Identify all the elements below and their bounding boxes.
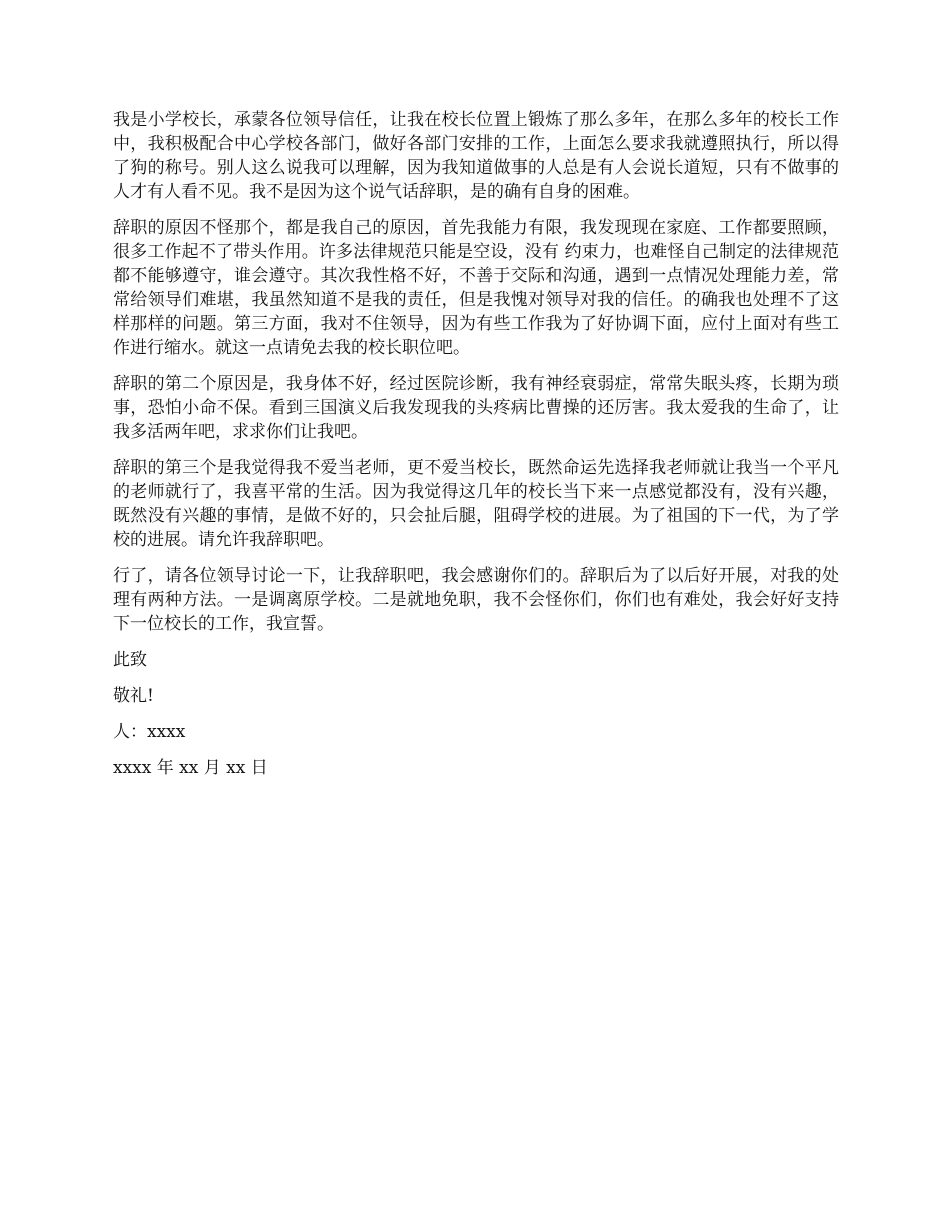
body-paragraph-5: 行了，请各位领导讨论一下，让我辞职吧，我会感谢你们的。辞职后为了以后好开展，对我的处理有两种方法。一是调离原学校。二是就地免职，我不会怪你们，你们也有难处，我会好好支持下一位校长的工作，我宣誓。: [113, 566, 839, 634]
body-paragraph-4: 辞职的第三个是我觉得我不爱当老师，更不爱当校长，既然命运先选择我老师就让我当一个平凡的老师就行了，我喜平常的生活。因为我觉得这几年的校长当下来一点感觉都没有，没有兴趣，既然没有兴趣的事情，是做不好的，只会扯后腿，阻碍学校的进展。为了祖国的下一代，为了学校的进展。请允许我辞职吧。: [113, 458, 839, 550]
signature-line: 人：xxxx: [113, 722, 186, 742]
salute-line: 敬礼!: [113, 686, 154, 706]
body-paragraph-2: 辞职的原因不怪那个，都是我自己的原因，首先我能力有限，我发现现在家庭、工作都要照顾，很多工作起不了带头作用。许多法律规范只能是空设，没有 约束力，也难怪自己制定的法律规范都不能够遵守，谁会遵守。其次我性格不好，不善于交际和沟通，遇到一点情况处理能力差，常常给领导们难堪，我虽然知道不是我的责任，但是我愧对领导对我的信任。的确我也处理不了这样那样的问题。第三方面，我对不住领导，因为有些工作我为了好协调下面，应付上面对有些工作进行缩水。就这一点请免去我的校长职位吧。: [113, 218, 839, 358]
date-line: xxxx 年 xx 月 xx 日: [113, 758, 268, 778]
body-paragraph-3: 辞职的第二个原因是，我身体不好，经过医院诊断，我有神经衰弱症，常常失眠头疼，长期为琐事，恐怕小命不保。看到三国演义后我发现我的头疼病比曹操的还厉害。我太爱我的生命了，让我多活两年吧，求求你们让我吧。: [113, 374, 839, 442]
closing-line: 此致: [113, 650, 147, 670]
letter-page: [113, 108, 839, 792]
body-paragraph-1: 我是小学校长，承蒙各位领导信任，让我在校长位置上锻炼了那么多年，在那么多年的校长工作中，我积极配合中心学校各部门，做好各部门安排的工作，上面怎么要求我就遵照执行，所以得了狗的称号。别人这么说我可以理解，因为我知道做事的人总是有人会说长道短，只有不做事的人才有人看不见。我不是因为这个说气话辞职，是的确有自身的困难。: [113, 110, 839, 202]
